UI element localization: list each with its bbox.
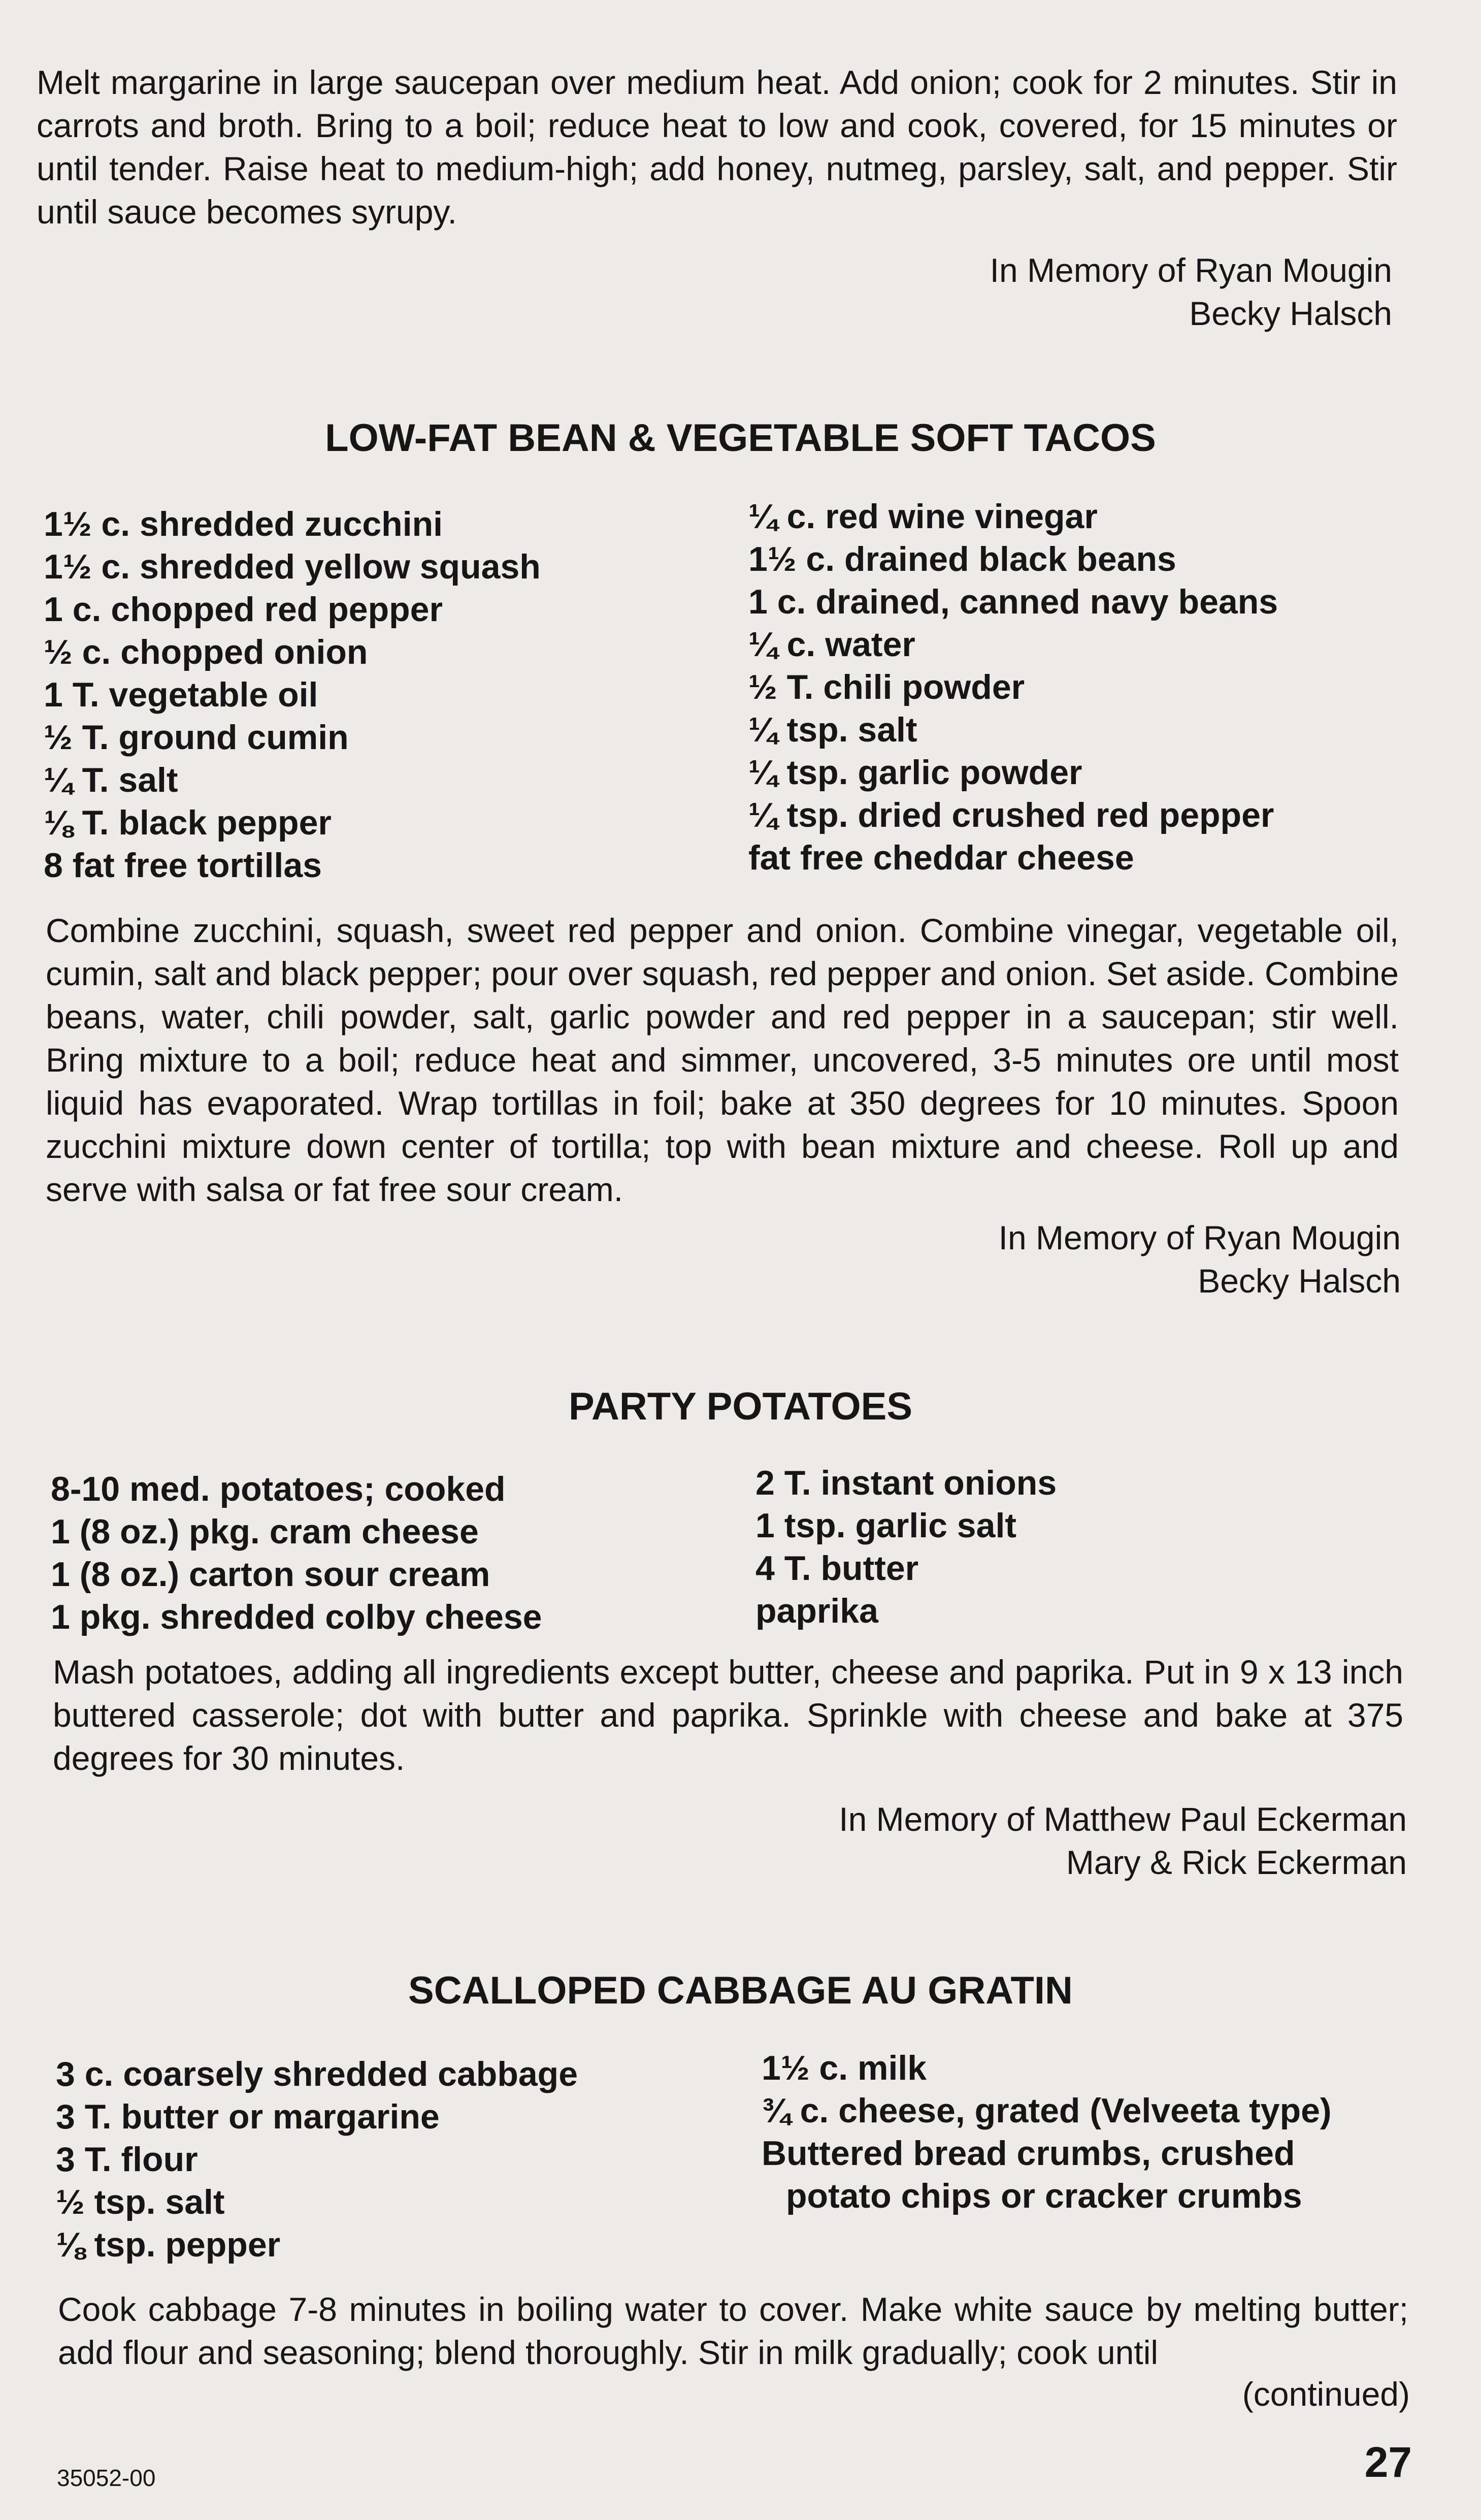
ingredient-item: ½ T. ground cumin [44, 718, 349, 757]
ingredient-item: ⅛ tsp. pepper [56, 2225, 281, 2264]
tacos-ingredients-right [748, 495, 1278, 879]
tacos-credit-memory: In Memory of Ryan Mougin [998, 1219, 1401, 1256]
ingredient-item: ¼ c. red wine vinegar [748, 497, 1098, 536]
ingredient-item: 1½ c. drained black beans [748, 540, 1176, 578]
recipe-title-tacos: LOW-FAT BEAN & VEGETABLE SOFT TACOS [325, 416, 1156, 460]
cabbage-directions: Cook cabbage 7-8 minutes in boiling water to cover. Make white sauce by melting butter; add flour and seasoning; blend thoroughly. Stir in milk gradually; cook until [58, 2290, 1408, 2371]
page-code: 35052-00 [57, 2465, 156, 2491]
recipe-title-cabbage: SCALLOPED CABBAGE AU GRATIN [408, 1969, 1073, 2012]
recipe-title-party-potatoes: PARTY POTATOES [568, 1385, 913, 1428]
ingredient-item: ¼ c. water [748, 625, 915, 664]
ingredient-item: 2 T. instant onions [755, 1464, 1057, 1502]
potatoes-ingredients-left [51, 1468, 542, 1638]
ingredient-item: ¼ tsp. salt [748, 710, 917, 749]
ingredient-item: 3 c. coarsely shredded cabbage [56, 2055, 578, 2093]
ingredient-item: 1½ c. shredded zucchini [44, 505, 443, 543]
intro-directions: Melt margarine in large saucepan over medium heat. Add onion; cook for 2 minutes. Stir in carrots and broth. Bring to a boil; reduce heat to low and cook, covered, for 15 minutes or until tender. Raise heat to medium-high; add honey, nutmeg, parsley, salt, and pepper. Stir until sauce becomes syrupy. [37, 63, 1397, 231]
ingredient-item: ½ tsp. salt [56, 2183, 225, 2221]
ingredient-item: ¼ tsp. garlic powder [748, 753, 1082, 792]
ingredient-item: ¼ tsp. dried crushed red pepper [748, 796, 1274, 834]
tacos-directions: Combine zucchini, squash, sweet red pepper and onion. Combine vinegar, vegetable oil, cumin, salt and black pepper; pour over squash, red pepper and onion. Set aside. Combine beans, water, chili powder, salt, garlic powder and red pepper in a saucepan; stir well. Bring mixture to a boil; reduce heat and simmer, uncovered, 3-5 minutes ore until most liquid has evaporated. Wrap tortillas in foil; bake at 350 degrees for 10 minutes. Spoon zucchini mixture down center of tortilla; top with bean mixture and cheese. Roll up and serve with salsa or fat free sour cream. [46, 912, 1399, 1208]
intro-credit-memory: In Memory of Ryan Mougin [990, 251, 1392, 289]
cabbage-ingredients-right [762, 2047, 1332, 2217]
ingredient-item: 3 T. butter or margarine [56, 2097, 440, 2136]
ingredient-item: ¾ c. cheese, grated (Velveeta type) [762, 2091, 1332, 2130]
ingredient-item: 1 c. drained, canned navy beans [748, 583, 1278, 621]
ingredient-item: 8 fat free tortillas [44, 846, 322, 885]
page-number: 27 [1364, 2438, 1412, 2486]
tacos-ingredients-left [44, 503, 541, 887]
ingredient-item: 8-10 med. potatoes; cooked [51, 1470, 506, 1508]
intro-credit-name: Becky Halsch [1189, 295, 1392, 332]
tacos-credit-name: Becky Halsch [1198, 1262, 1401, 1300]
ingredient-item: 1 (8 oz.) pkg. cram cheese [51, 1512, 479, 1551]
ingredient-item: ⅛ T. black pepper [44, 803, 332, 842]
potatoes-directions: Mash potatoes, adding all ingredients except butter, cheese and paprika. Put in 9 x 13 inch buttered casserole; dot with butter and paprika. Sprinkle with cheese and bake at 375 degrees for 30 minutes. [53, 1653, 1403, 1777]
potatoes-credit-memory: In Memory of Matthew Paul Eckerman [839, 1800, 1407, 1838]
ingredient-item: fat free cheddar cheese [748, 838, 1134, 877]
ingredient-item: 1 pkg. shredded colby cheese [51, 1598, 542, 1636]
ingredient-item: paprika [755, 1592, 878, 1630]
ingredient-item: 1 T. vegetable oil [44, 675, 318, 714]
intro-credit [990, 249, 1392, 335]
ingredient-item: 4 T. butter [755, 1549, 919, 1588]
continued-note: (continued) [1242, 2375, 1410, 2413]
ingredient-item: ¼ T. salt [44, 761, 178, 799]
ingredient-item: 1 (8 oz.) carton sour cream [51, 1555, 490, 1594]
ingredient-item: 1½ c. shredded yellow squash [44, 547, 541, 586]
ingredient-item: 1 tsp. garlic salt [755, 1506, 1016, 1545]
ingredient-item: ½ c. chopped onion [44, 633, 368, 671]
ingredient-item: 1 c. chopped red pepper [44, 590, 443, 629]
ingredient-item: 3 T. flour [56, 2140, 198, 2179]
tacos-credit [999, 1216, 1401, 1303]
potatoes-ingredients-right [755, 1462, 1057, 1632]
cabbage-ingredients-left [56, 2053, 578, 2266]
ingredient-item: 1½ c. milk [762, 2049, 927, 2087]
potatoes-credit-name: Mary & Rick Eckerman [1066, 1844, 1407, 1881]
ingredient-item: ½ T. chili powder [748, 668, 1025, 706]
ingredient-item: Buttered bread crumbs, crushed [762, 2134, 1295, 2173]
potatoes-credit [839, 1798, 1407, 1884]
ingredient-item: potato chips or cracker crumbs [786, 2177, 1302, 2215]
